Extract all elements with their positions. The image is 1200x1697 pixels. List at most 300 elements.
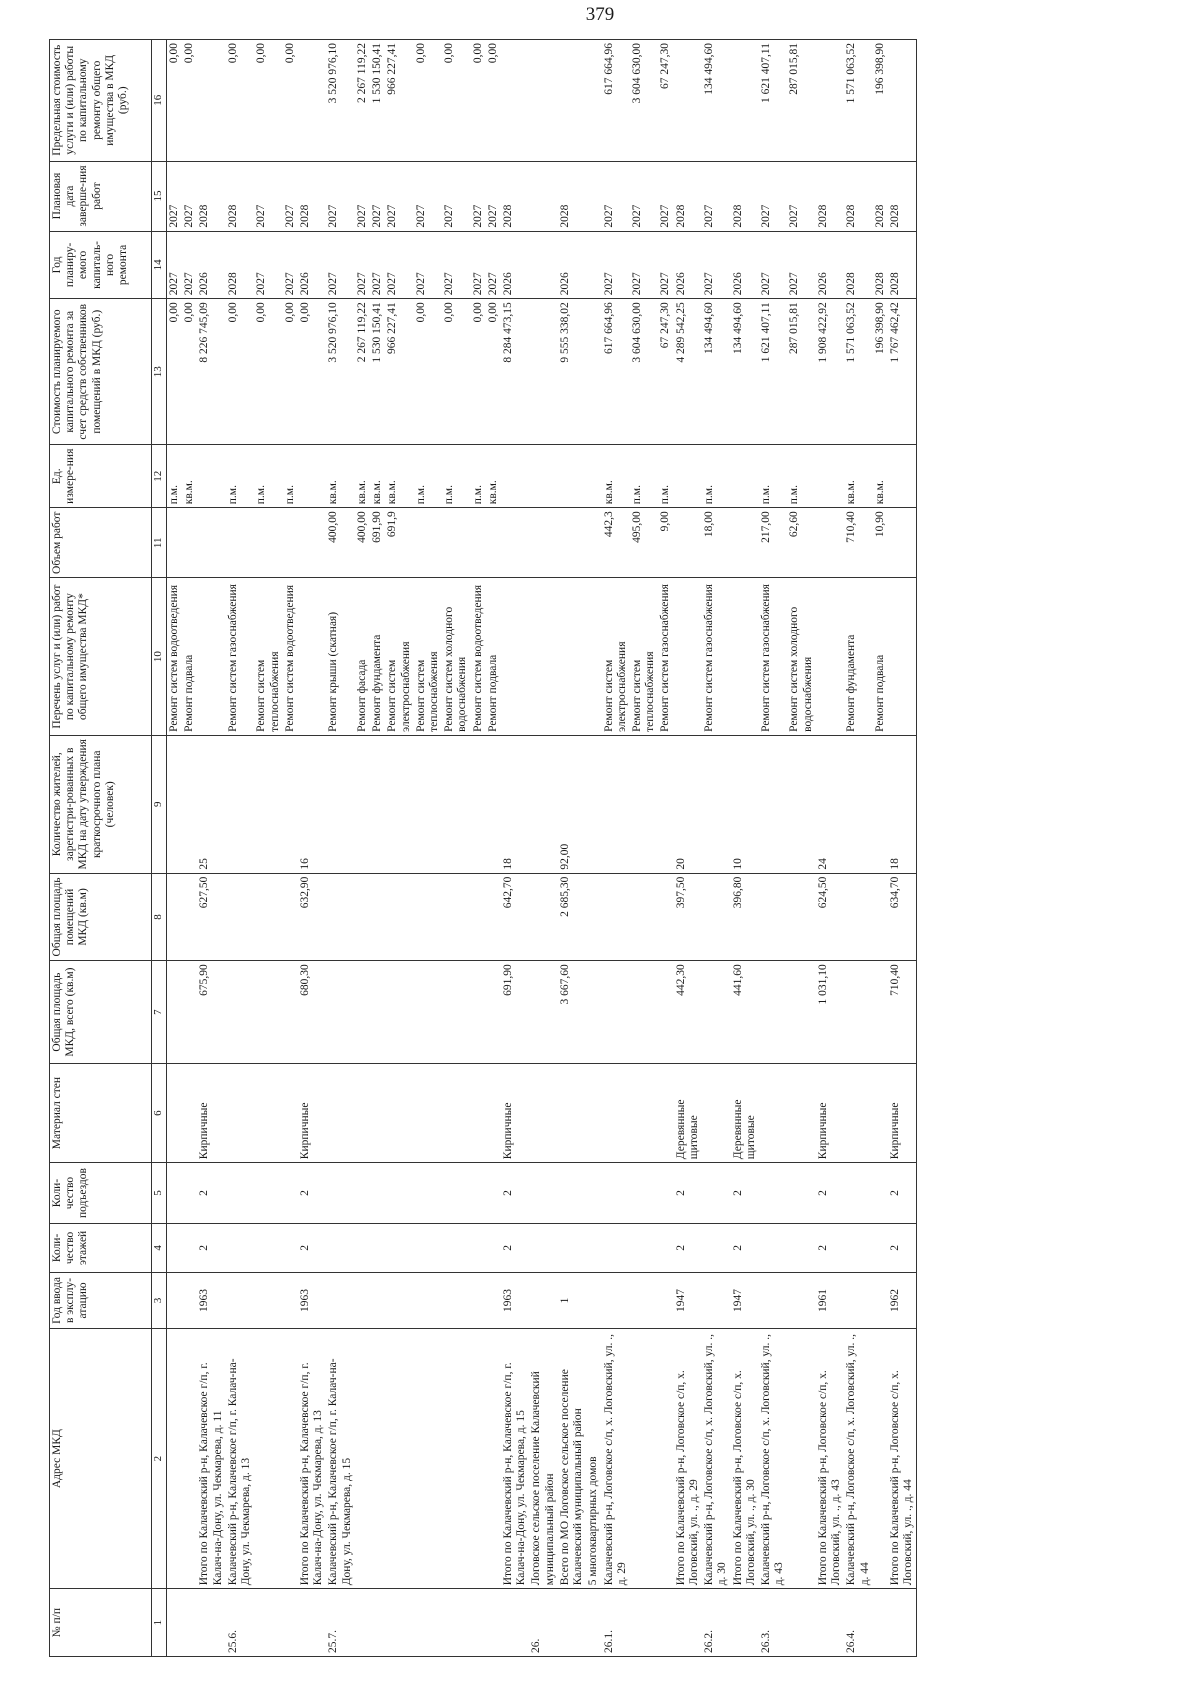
table-cell-col-4: 2: [674, 1223, 702, 1272]
table-cell-col-10: Ремонт систем теплоснабжения: [254, 578, 282, 736]
table-cell-col-11: [486, 508, 501, 578]
table-row: [486, 40, 501, 1657]
table-cell-col-1: [182, 1589, 197, 1657]
table-cell-col-6: Кирпичные: [501, 1063, 529, 1162]
table-cell-col-2: Калачевский р-н, Калачевское г/п, г. Калач-на-Дону, ул. Чекмарева, д. 13: [226, 1328, 254, 1588]
table-cell-col-12: п.м.: [787, 445, 815, 508]
table-cell-col-11: [298, 508, 326, 578]
table-cell-col-12: кв.м.: [602, 445, 630, 508]
table-cell-col-7: [702, 961, 730, 1064]
table-cell-col-3: [602, 1272, 630, 1328]
table-cell-col-7: [873, 961, 888, 1064]
table-cell-col-12: [586, 445, 601, 508]
table-cell-col-11: 9,00: [658, 508, 673, 578]
table-cell-col-7: 1 031,10: [816, 961, 844, 1064]
table-cell-col-15: 2028: [674, 161, 702, 231]
table-cell-col-5: 2: [816, 1163, 844, 1224]
table-cell-col-10: Ремонт систем водоотведения: [283, 578, 298, 736]
table-cell-col-15: 2027: [182, 161, 197, 231]
table-cell-col-12: [501, 445, 529, 508]
table-cell-col-15: 2027: [167, 161, 183, 231]
table-cell-col-9: [355, 735, 370, 873]
table-cell-col-10: Ремонт фундамента: [844, 578, 872, 736]
table-cell-col-14: [529, 231, 557, 299]
table-cell-col-15: 2028: [731, 161, 759, 231]
table-cell-col-9: [442, 735, 470, 873]
table-cell-col-7: [442, 961, 470, 1064]
table-cell-col-1: [370, 1589, 385, 1657]
table-cell-col-9: [787, 735, 815, 873]
table-cell-col-11: [586, 508, 601, 578]
table-cell-col-9: [630, 735, 658, 873]
table-cell-col-5: 2: [888, 1163, 917, 1224]
table-cell-col-4: 2: [298, 1223, 326, 1272]
table-cell-col-4: [471, 1223, 486, 1272]
table-cell-col-1: [471, 1589, 486, 1657]
table-cell-col-6: Кирпичные: [298, 1063, 326, 1162]
table-row: [658, 40, 673, 1657]
table-cell-col-3: 1963: [298, 1272, 326, 1328]
table-cell-col-12: [558, 445, 586, 508]
table-cell-col-6: [759, 1063, 787, 1162]
table-row: [442, 40, 470, 1657]
table-cell-col-12: [529, 445, 557, 508]
table-cell-col-16: [197, 40, 225, 162]
table-cell-col-12: п.м.: [658, 445, 673, 508]
table-cell-col-5: [385, 1163, 413, 1224]
table-cell-col-3: [355, 1272, 370, 1328]
table-cell-col-8: 397,50: [674, 873, 702, 961]
table-cell-col-8: [586, 873, 601, 961]
table-cell-col-1: [298, 1589, 326, 1657]
table-cell-col-5: [602, 1163, 630, 1224]
table-cell-col-8: [787, 873, 815, 961]
table-cell-col-11: [182, 508, 197, 578]
table-cell-col-9: [529, 735, 557, 873]
col-number: 16: [152, 40, 167, 162]
table-cell-col-3: 1: [558, 1272, 586, 1328]
table-cell-col-12: [888, 445, 917, 508]
table-cell-col-1: [586, 1589, 601, 1657]
table-cell-col-9: [658, 735, 673, 873]
table-cell-col-13: 0,00: [298, 299, 326, 445]
table-cell-col-9: [385, 735, 413, 873]
table-cell-col-15: 2027: [787, 161, 815, 231]
table-cell-col-14: 2026: [558, 231, 586, 299]
table-cell-col-11: [283, 508, 298, 578]
table-cell-col-10: [197, 578, 225, 736]
table-cell-col-4: [658, 1223, 673, 1272]
table-cell-col-2: [370, 1328, 385, 1588]
table-cell-col-14: 2027: [254, 231, 282, 299]
table-cell-col-2: [873, 1328, 888, 1588]
table-cell-col-6: [844, 1063, 872, 1162]
table-cell-col-3: 1963: [197, 1272, 225, 1328]
table-cell-col-7: [486, 961, 501, 1064]
table-cell-col-13: 134 494,60: [702, 299, 730, 445]
table-cell-col-8: [630, 873, 658, 961]
table-cell-col-7: 710,40: [888, 961, 917, 1064]
table-cell-col-11: [529, 508, 557, 578]
col-number: 12: [152, 445, 167, 508]
table-cell-col-9: [414, 735, 442, 873]
table-cell-col-12: [816, 445, 844, 508]
table-cell-col-1: [283, 1589, 298, 1657]
table-cell-col-15: 2027: [486, 161, 501, 231]
table-cell-col-1: [816, 1589, 844, 1657]
col-number: 8: [152, 873, 167, 961]
table-cell-col-8: [844, 873, 872, 961]
table-cell-col-15: 2028: [197, 161, 225, 231]
table-cell-col-11: [414, 508, 442, 578]
table-cell-col-13: 1 530 150,41: [370, 299, 385, 445]
table-cell-col-14: 2028: [888, 231, 917, 299]
table-cell-col-16: [816, 40, 844, 162]
table-cell-col-11: 400,00: [355, 508, 370, 578]
table-cell-col-7: [471, 961, 486, 1064]
table-row: [298, 40, 326, 1657]
table-row: [529, 40, 557, 1657]
table-cell-col-1: 25.6.: [226, 1589, 254, 1657]
table-cell-col-14: [586, 231, 601, 299]
table-row: [197, 40, 225, 1657]
page-number: 379: [585, 4, 615, 25]
table-cell-col-9: 24: [816, 735, 844, 873]
table-cell-col-12: п.м.: [254, 445, 282, 508]
table-cell-col-7: 680,30: [298, 961, 326, 1064]
table-cell-col-2: [355, 1328, 370, 1588]
table-cell-col-3: [873, 1272, 888, 1328]
table-cell-col-14: 2027: [385, 231, 413, 299]
table-cell-col-5: 2: [501, 1163, 529, 1224]
table-cell-col-11: 62,60: [787, 508, 815, 578]
table-cell-col-16: 0,00: [226, 40, 254, 162]
table-cell-col-14: 2026: [674, 231, 702, 299]
col-header: Коли-чество этажей: [50, 1223, 152, 1272]
table-cell-col-13: 0,00: [167, 299, 183, 445]
table-cell-col-12: п.м.: [414, 445, 442, 508]
table-cell-col-10: Ремонт подвала: [873, 578, 888, 736]
table-cell-col-13: [586, 299, 601, 445]
table-cell-col-6: [283, 1063, 298, 1162]
table-cell-col-4: [326, 1223, 354, 1272]
table-cell-col-16: 966 227,41: [385, 40, 413, 162]
table-cell-col-1: [501, 1589, 529, 1657]
table-cell-col-5: [370, 1163, 385, 1224]
table-cell-col-5: [586, 1163, 601, 1224]
table-cell-col-5: [702, 1163, 730, 1224]
table-cell-col-6: Деревянные щитовые: [674, 1063, 702, 1162]
table-cell-col-16: 0,00: [442, 40, 470, 162]
table-cell-col-10: Ремонт систем газоснабжения: [702, 578, 730, 736]
table-cell-col-15: 2027: [658, 161, 673, 231]
table-cell-col-12: кв.м.: [355, 445, 370, 508]
table-cell-col-10: Ремонт подвала: [182, 578, 197, 736]
table-cell-col-16: 0,00: [471, 40, 486, 162]
table-cell-col-9: 10: [731, 735, 759, 873]
table-cell-col-11: 710,40: [844, 508, 872, 578]
col-number: 9: [152, 735, 167, 873]
table-cell-col-1: 26.3.: [759, 1589, 787, 1657]
table-cell-col-3: 1962: [888, 1272, 917, 1328]
table-cell-col-8: [385, 873, 413, 961]
table-cell-col-7: [355, 961, 370, 1064]
table-cell-col-11: [816, 508, 844, 578]
table-cell-col-2: Итого по Калачевский р-н, Логовское с/п, х. Логовский, ул. ., д. 30: [731, 1328, 759, 1588]
table-cell-col-14: 2027: [414, 231, 442, 299]
table-row: [167, 40, 183, 1657]
table-cell-col-10: Ремонт крыши (скатная): [326, 578, 354, 736]
table-cell-col-14: 2028: [226, 231, 254, 299]
table-cell-col-7: 691,90: [501, 961, 529, 1064]
table-cell-col-8: [414, 873, 442, 961]
table-cell-col-1: [442, 1589, 470, 1657]
table-cell-col-2: [182, 1328, 197, 1588]
table-cell-col-15: 2028: [226, 161, 254, 231]
table-cell-col-3: 1947: [674, 1272, 702, 1328]
table-cell-col-15: 2027: [385, 161, 413, 231]
col-header: Объем работ: [50, 508, 152, 578]
table-cell-col-11: [254, 508, 282, 578]
col-number: 4: [152, 1223, 167, 1272]
table-cell-col-3: [283, 1272, 298, 1328]
table-cell-col-8: [167, 873, 183, 961]
table-cell-col-11: [197, 508, 225, 578]
table-cell-col-11: 442,3: [602, 508, 630, 578]
table-cell-col-4: [355, 1223, 370, 1272]
table-cell-col-9: [702, 735, 730, 873]
table-cell-col-8: [370, 873, 385, 961]
table-cell-col-7: [226, 961, 254, 1064]
table-cell-col-16: [674, 40, 702, 162]
table-cell-col-1: [414, 1589, 442, 1657]
table-cell-col-8: [442, 873, 470, 961]
table-cell-col-15: 2027: [759, 161, 787, 231]
table-cell-col-5: [486, 1163, 501, 1224]
table-row: [226, 40, 254, 1657]
table-row: [630, 40, 658, 1657]
table-cell-col-8: [471, 873, 486, 961]
table-cell-col-16: 3 604 630,00: [630, 40, 658, 162]
table-cell-col-11: [558, 508, 586, 578]
table-cell-col-15: 2027: [471, 161, 486, 231]
table-cell-col-3: [529, 1272, 557, 1328]
table-cell-col-1: [385, 1589, 413, 1657]
table-cell-col-5: 2: [731, 1163, 759, 1224]
table-cell-col-15: 2027: [355, 161, 370, 231]
table-cell-col-8: [486, 873, 501, 961]
table-cell-col-2: Калачевский р-н, Логовское с/п, х. Логовский, ул. ., д. 43: [759, 1328, 787, 1588]
table-cell-col-6: Деревянные щитовые: [731, 1063, 759, 1162]
table-cell-col-15: [529, 161, 557, 231]
table-cell-col-5: [759, 1163, 787, 1224]
table-cell-col-11: [226, 508, 254, 578]
table-cell-col-12: кв.м.: [326, 445, 354, 508]
table-cell-col-7: [414, 961, 442, 1064]
table-cell-col-5: [844, 1163, 872, 1224]
col-number: 6: [152, 1063, 167, 1162]
table-row: [759, 40, 787, 1657]
col-header: Год ввода в эксплу-атацию: [50, 1272, 152, 1328]
table-cell-col-16: 67 247,30: [658, 40, 673, 162]
col-number: 7: [152, 961, 167, 1064]
table-cell-col-7: [254, 961, 282, 1064]
table-cell-col-7: [529, 961, 557, 1064]
table-cell-col-14: 2027: [787, 231, 815, 299]
table-cell-col-6: [702, 1063, 730, 1162]
col-header: Общая площадь помещений МКД (кв.м): [50, 873, 152, 961]
table-row: [501, 40, 529, 1657]
table-cell-col-15: 2027: [326, 161, 354, 231]
table-cell-col-12: п.м.: [702, 445, 730, 508]
table-row: [702, 40, 730, 1657]
table-cell-col-6: [370, 1063, 385, 1162]
table-cell-col-6: [442, 1063, 470, 1162]
table-cell-col-15: 2027: [702, 161, 730, 231]
table-cell-col-13: 1 908 422,92: [816, 299, 844, 445]
table-cell-col-2: [414, 1328, 442, 1588]
table-cell-col-13: 9 555 338,02: [558, 299, 586, 445]
table-cell-col-3: [658, 1272, 673, 1328]
col-header: Перечень услуг и (или) работ по капитальному ремонту общего имущества МКД*: [50, 578, 152, 736]
table-cell-col-11: [674, 508, 702, 578]
col-header: Адрес МКД: [50, 1328, 152, 1588]
table-row: [254, 40, 282, 1657]
col-number: 11: [152, 508, 167, 578]
table-cell-col-1: [888, 1589, 917, 1657]
table-cell-col-9: [873, 735, 888, 873]
table-cell-col-6: [326, 1063, 354, 1162]
table-cell-col-16: [529, 40, 557, 162]
register-sheet: [49, 39, 1172, 1657]
table-cell-col-8: 624,50: [816, 873, 844, 961]
table-cell-col-8: 2 685,30: [558, 873, 586, 961]
table-cell-col-1: 26.2.: [702, 1589, 730, 1657]
col-header: № п/п: [50, 1589, 152, 1657]
col-header: Ед. измере-ния: [50, 445, 152, 508]
table-cell-col-13: 966 227,41: [385, 299, 413, 445]
table-cell-col-5: [658, 1163, 673, 1224]
table-cell-col-5: 2: [298, 1163, 326, 1224]
table-cell-col-15: 2028: [298, 161, 326, 231]
table-cell-col-9: [471, 735, 486, 873]
table-cell-col-7: [385, 961, 413, 1064]
table-cell-col-6: [873, 1063, 888, 1162]
table-cell-col-6: [385, 1063, 413, 1162]
table-cell-col-2: [283, 1328, 298, 1588]
table-cell-col-1: 26.1.: [602, 1589, 630, 1657]
table-cell-col-7: [844, 961, 872, 1064]
table-cell-col-9: 18: [501, 735, 529, 873]
table-cell-col-11: 400,00: [326, 508, 354, 578]
table-cell-col-14: 2028: [844, 231, 872, 299]
table-cell-col-7: [658, 961, 673, 1064]
table-cell-col-7: 675,90: [197, 961, 225, 1064]
table-cell-col-1: 26.4.: [844, 1589, 872, 1657]
column-number-row: [152, 40, 167, 1657]
table-cell-col-7: [326, 961, 354, 1064]
table-cell-col-14: 2026: [298, 231, 326, 299]
table-cell-col-15: 2028: [844, 161, 872, 231]
table-cell-col-7: 441,60: [731, 961, 759, 1064]
table-cell-col-8: [529, 873, 557, 961]
table-cell-col-5: [254, 1163, 282, 1224]
table-cell-col-12: п.м.: [442, 445, 470, 508]
table-cell-col-11: 18,00: [702, 508, 730, 578]
table-cell-col-14: 2027: [370, 231, 385, 299]
table-cell-col-10: Ремонт систем газоснабжения: [658, 578, 673, 736]
table-cell-col-5: [529, 1163, 557, 1224]
col-header: Стоимость планируемого капитального ремонта за счет средств собственников помещений в МКД (руб.): [50, 299, 152, 445]
table-cell-col-13: 0,00: [283, 299, 298, 445]
table-cell-col-6: [182, 1063, 197, 1162]
table-cell-col-2: Логовское сельское поселение Калачевский муниципальный район: [529, 1328, 557, 1588]
col-header: Коли-чество подъездов: [50, 1163, 152, 1224]
table-cell-col-6: [529, 1063, 557, 1162]
table-cell-col-7: [602, 961, 630, 1064]
table-cell-col-6: Кирпичные: [197, 1063, 225, 1162]
table-row: [586, 40, 601, 1657]
table-cell-col-5: [471, 1163, 486, 1224]
table-cell-col-13: 134 494,60: [731, 299, 759, 445]
table-cell-col-5: [630, 1163, 658, 1224]
table-cell-col-3: 1947: [731, 1272, 759, 1328]
table-cell-col-9: [182, 735, 197, 873]
table-cell-col-14: 2027: [658, 231, 673, 299]
repair-plan-table: [49, 39, 917, 1657]
table-cell-col-13: 0,00: [414, 299, 442, 445]
table-row: [385, 40, 413, 1657]
table-cell-col-4: [702, 1223, 730, 1272]
table-cell-col-8: 642,70: [501, 873, 529, 961]
table-cell-col-15: 2027: [370, 161, 385, 231]
table-cell-col-16: 287 015,81: [787, 40, 815, 162]
table-cell-col-5: [873, 1163, 888, 1224]
table-cell-col-1: [630, 1589, 658, 1657]
table-cell-col-13: 0,00: [226, 299, 254, 445]
table-cell-col-14: 2027: [182, 231, 197, 299]
table-cell-col-14: 2027: [759, 231, 787, 299]
table-cell-col-9: 25: [197, 735, 225, 873]
table-cell-col-6: [558, 1063, 586, 1162]
table-cell-col-8: 396,80: [731, 873, 759, 961]
table-cell-col-4: 2: [197, 1223, 225, 1272]
table-row: [471, 40, 486, 1657]
table-row: [888, 40, 917, 1657]
col-number: 10: [152, 578, 167, 736]
table-cell-col-4: [844, 1223, 872, 1272]
table-cell-col-8: 627,50: [197, 873, 225, 961]
table-row: [787, 40, 815, 1657]
table-cell-col-2: [630, 1328, 658, 1588]
table-cell-col-7: [182, 961, 197, 1064]
table-cell-col-6: Кирпичные: [816, 1063, 844, 1162]
table-cell-col-2: Калачевский р-н, Калачевское г/п, г. Калач-на-Дону, ул. Чекмарева, д. 15: [326, 1328, 354, 1588]
table-cell-col-13: 2 267 119,22: [355, 299, 370, 445]
table-row: [283, 40, 298, 1657]
col-header: Предельная стоимость услуги и (или) работы по капитальному ремонту общего имущества в МКД (руб.): [50, 40, 152, 162]
table-cell-col-4: [442, 1223, 470, 1272]
table-cell-col-4: [630, 1223, 658, 1272]
table-cell-col-4: [586, 1223, 601, 1272]
table-cell-col-7: [283, 961, 298, 1064]
table-cell-col-9: 18: [888, 735, 917, 873]
table-cell-col-16: [586, 40, 601, 162]
table-cell-col-8: [326, 873, 354, 961]
table-cell-col-12: кв.м.: [385, 445, 413, 508]
col-header: Год планиру-емого капиталь-ного ремонта: [50, 231, 152, 299]
table-cell-col-1: [486, 1589, 501, 1657]
